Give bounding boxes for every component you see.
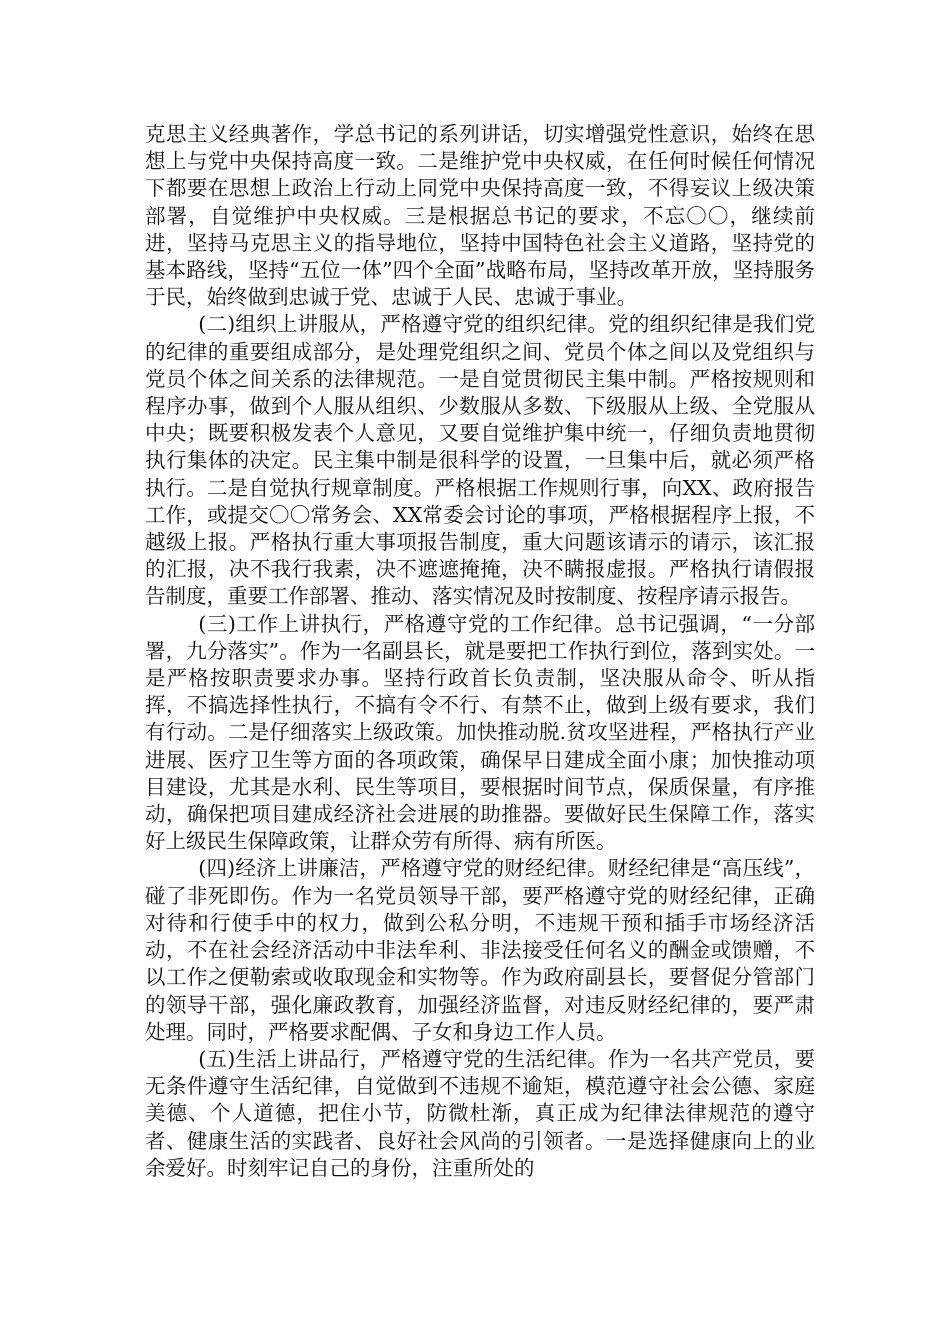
document-page: [145, 121, 815, 1182]
paragraph-financial-discipline: (四)经济上讲廉洁，严格遵守党的财经纪律。财经纪律是“高压线”，碰了非死即伤。作为一名党员领导干部，要严格遵守党的财经纪律，正确对待和行使手中的权力，做到公私分明，不违规干预和插手市场经济活动，不在社会经济活动中非法牟利、非法接受任何名义的酬金或馈赠，不以工作之便勒索或收取现金和实物等。作为政府副县长，要督促分管部门的领导干部，强化廉政教育，加强经济监督，对违反财经纪律的，要严肃处理。同时，严格要求配偶、子女和身边工作人员。: [145, 856, 815, 1044]
paragraph-loyalty-continued: 克思主义经典著作，学总书记的系列讲话，切实增强党性意识，始终在思想上与党中央保持高度一致。二是维护党中央权威，在任何时候任何情况下都要在思想上政治上行动上同党中央保持高度一致，不得妄议上级决策部署，自觉维护中央权威。三是根据总书记的要求，不忘〇〇，继续前进，坚持马克思主义的指导地位，坚持中国特色社会主义道路，坚持党的基本路线，坚持“五位一体”四个全面”战略布局，坚持改革开放，坚持服务于民，始终做到忠诚于党、忠诚于人民、忠诚于事业。: [145, 122, 815, 310]
paragraph-life-discipline: (五)生活上讲品行，严格遵守党的生活纪律。作为一名共产党员，要无条件遵守生活纪律，自觉做到不违规不逾矩，模范遵守社会公德、家庭美德、个人道德，把住小节，防微杜渐，真正成为纪律法律规范的遵守者、健康生活的实践者、良好社会风尚的引领者。一是选择健康向上的业余爱好。时刻牢记自己的身份，注重所处的: [145, 1046, 815, 1180]
paragraph-work-discipline: (三)工作上讲执行，严格遵守党的工作纪律。总书记强调，“一分部署，九分落实”。作为一名副县长，就是要把工作执行到位，落到实处。一是严格按职责要求办事。坚持行政首长负责制，坚决服从命令、听从指挥，不搞选择性执行，不搞有令不行、有禁不止，做到上级有要求，我们有行动。二是仔细落实上级政策。加快推动脱.贫攻坚进程，严格执行产业进展、医疗卫生等方面的各项政策，确保早日建成全面小康；加快推动项目建设，尤其是水利、民生等项目，要根据时间节点，保质保量，有序推动，确保把项目建成经济社会进展的助推器。要做好民生保障工作，落实好上级民生保障政策，让群众劳有所得、病有所医。: [145, 611, 815, 854]
paragraph-organizational-discipline: (二)组织上讲服从，严格遵守党的组织纪律。党的组织纪律是我们党的纪律的重要组成部分，是处理党组织之间、党员个体之间以及党组织与党员个体之间关系的法律规范。一是自觉贯彻民主集中制。严格按规则和程序办事，做到个人服从组织、少数服从多数、下级服从上级、全党服从中央；既要积极发表个人意见，又要自觉维护集中统一，仔细负责地贯彻执行集体的决定。民主集中制是很科学的设置，一旦集中后，就必须严格执行。二是自觉执行规章制度。严格根据工作规则行事，向XX、政府报告工作，或提交〇〇常务会、XX常委会讨论的事项，严格根据程序上报，不越级上报。严格执行重大事项报告制度，重大问题该请示的请示，该汇报的汇报，决不我行我素，决不遮遮掩掩，决不瞒报虚报。严格执行请假报告制度，重要工作部署、推动、落实情况及时按制度、按程序请示报告。: [145, 312, 815, 609]
